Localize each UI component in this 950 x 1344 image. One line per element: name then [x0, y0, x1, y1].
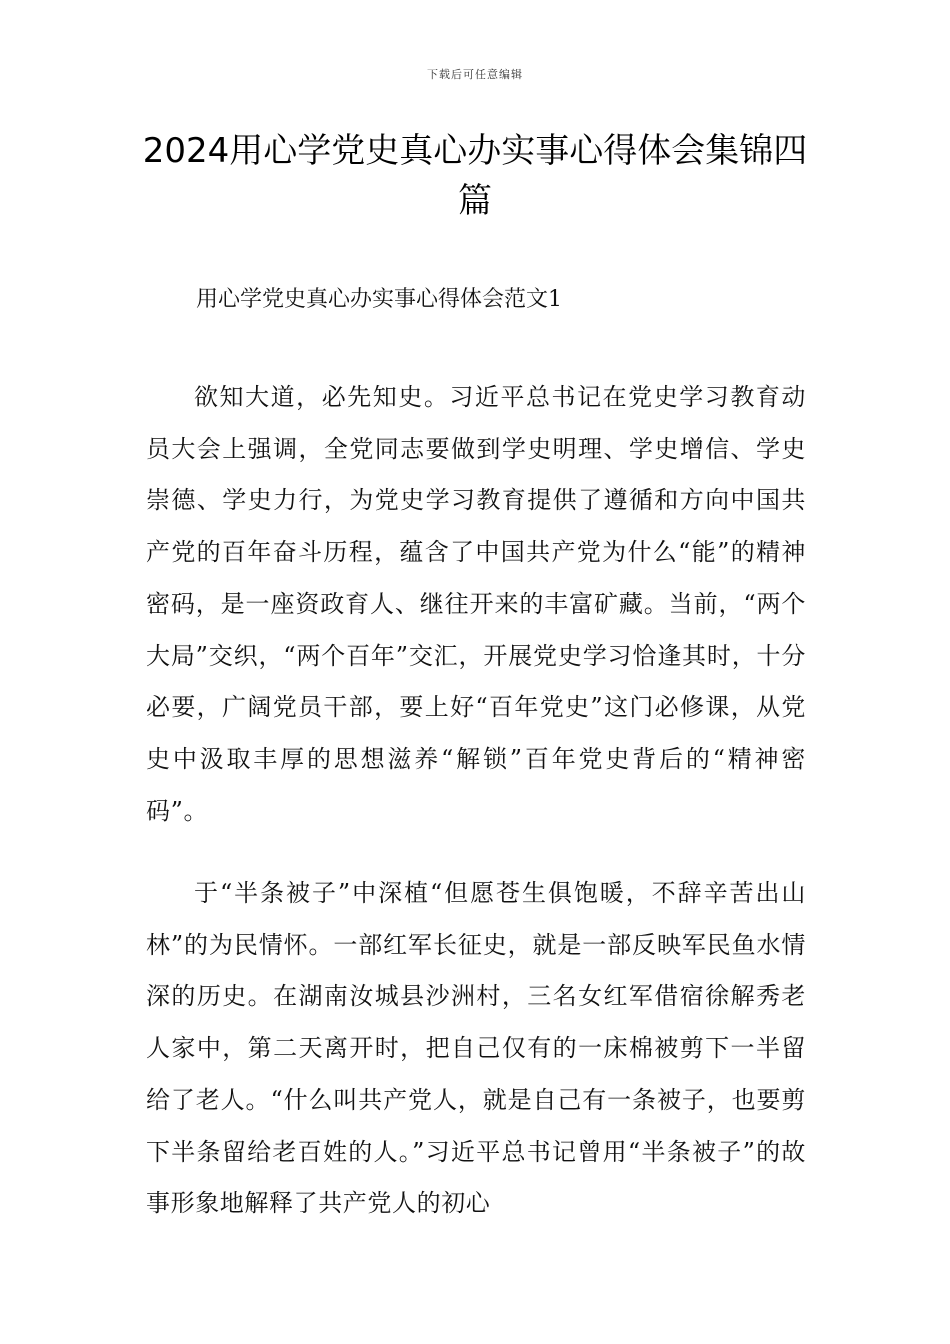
- section-subheading: 用心学党史真心办实事心得体会范文1: [196, 287, 562, 312]
- body-paragraph: 于“半条被子”中深植“但愿苍生俱饱暖，不辞辛苦出山林”的为民情怀。一部红军长征史，就是一部反映军民鱼水情深的历史。在湖南汝城县沙洲村，三名女红军借宿徐解秀老人家中，第二天离开时，把自己仅有的一床棉被剪下一半留给了老人。“什么叫共产党人，就是自己有一条被子，也要剪下半条留给老百姓的人。”习近平总书记曾用“半条被子”的故事形象地解释了共产党人的初心: [146, 879, 806, 1218]
- header-note: 下载后可任意编辑: [427, 68, 523, 81]
- document-title: 2024用心学党史真心办实事心得体会集锦四篇: [142, 131, 808, 221]
- body-paragraph: 欲知大道，必先知史。习近平总书记在党史学习教育动员大会上强调，全党同志要做到学史明理、学史增信、学史崇德、学史力行，为党史学习教育提供了遵循和方向中国共产党的百年奋斗历程，蕴含了中国共产党为什么“能”的精神密码，是一座资政育人、继往开来的丰富矿藏。当前，“两个大局”交织，“两个百年”交汇，开展党史学习恰逢其时，十分必要，广阔党员干部，要上好“百年党史”这门必修课，从党史中汲取丰厚的思想滋养“解锁”百年党史背后的“精神密码”。: [146, 383, 806, 825]
